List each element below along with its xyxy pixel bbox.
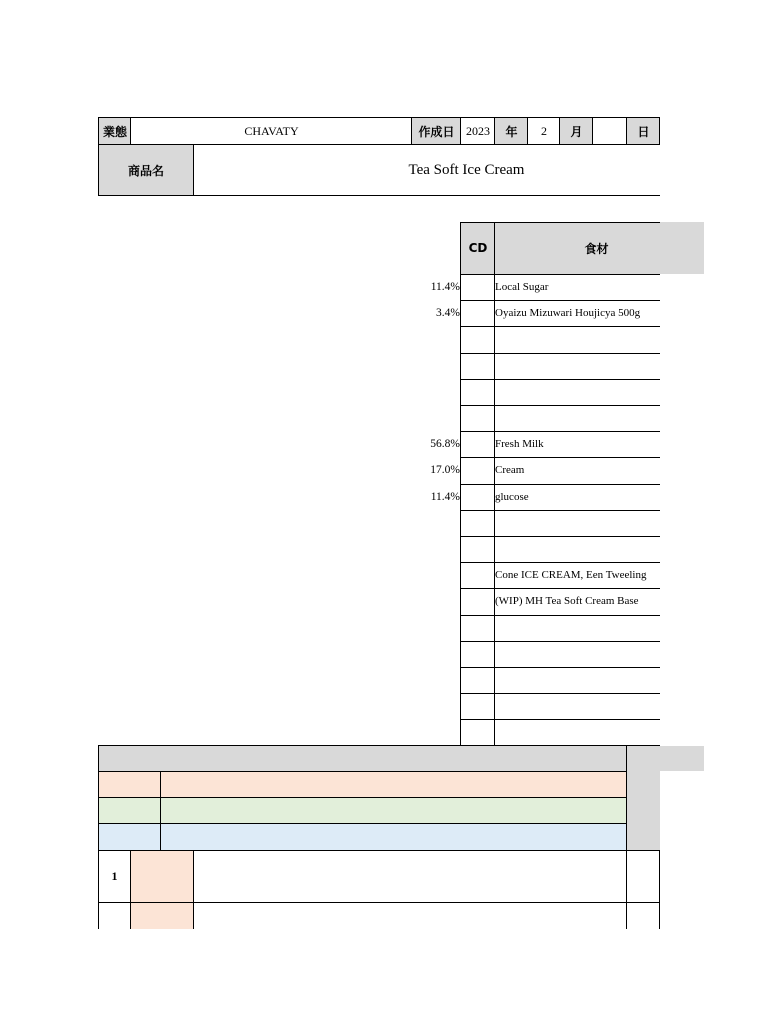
month-label: 月 xyxy=(560,118,593,144)
method-header-bar xyxy=(99,746,704,771)
day-value xyxy=(593,118,627,144)
food-header: 食材 xyxy=(495,222,704,274)
ingredient-name: Oyaizu Mizuwari Houjicya 500g xyxy=(495,307,641,320)
ingredient-percent: 3.4% xyxy=(436,307,460,320)
blue-value-cell xyxy=(161,824,626,850)
ingredient-percent: 17.0% xyxy=(430,464,460,477)
brand-name: CHAVATY xyxy=(244,123,299,138)
method-side-shade xyxy=(626,771,660,850)
ingredient-percent: 11.4% xyxy=(430,281,460,293)
day-label: 日 xyxy=(627,118,660,144)
ingredient-name: Local Sugar xyxy=(495,281,549,293)
green-value-cell xyxy=(161,798,626,823)
created-date-label: 作成日 xyxy=(412,118,461,144)
ingredient-name: (WIP) MH Tea Soft Cream Base xyxy=(495,595,639,608)
product-name: Tea Soft Ice Cream xyxy=(408,161,525,178)
gyotai-label: 業態 xyxy=(99,118,131,144)
ingredient-name: Cone ICE CREAM, Een Tweeling xyxy=(495,569,647,582)
page-bottom-mask xyxy=(0,929,768,1024)
month-value: 2 xyxy=(541,123,547,138)
year-value: 2023 xyxy=(466,123,490,138)
step-1-description xyxy=(193,851,626,902)
green-label-cell xyxy=(99,798,161,823)
header-overflow-shade xyxy=(659,222,704,274)
ingredient-percent: 56.8% xyxy=(430,438,460,451)
step-number-1: 1 xyxy=(111,869,118,883)
ingredient-name: Cream xyxy=(495,464,525,477)
peach-value-cell xyxy=(161,772,626,797)
ingredient-name: Fresh Milk xyxy=(495,438,544,451)
blue-label-cell xyxy=(99,824,161,850)
step-2-color-cell xyxy=(131,903,193,929)
year-label: 年 xyxy=(495,118,528,144)
peach-label-cell xyxy=(99,772,161,797)
ingredient-percent: 11.4% xyxy=(430,490,460,503)
cd-header: CD xyxy=(461,222,495,274)
step-1-color-cell xyxy=(131,851,193,902)
ingredient-name: glucose xyxy=(495,490,529,503)
product-name-label: 商品名 xyxy=(99,145,193,195)
